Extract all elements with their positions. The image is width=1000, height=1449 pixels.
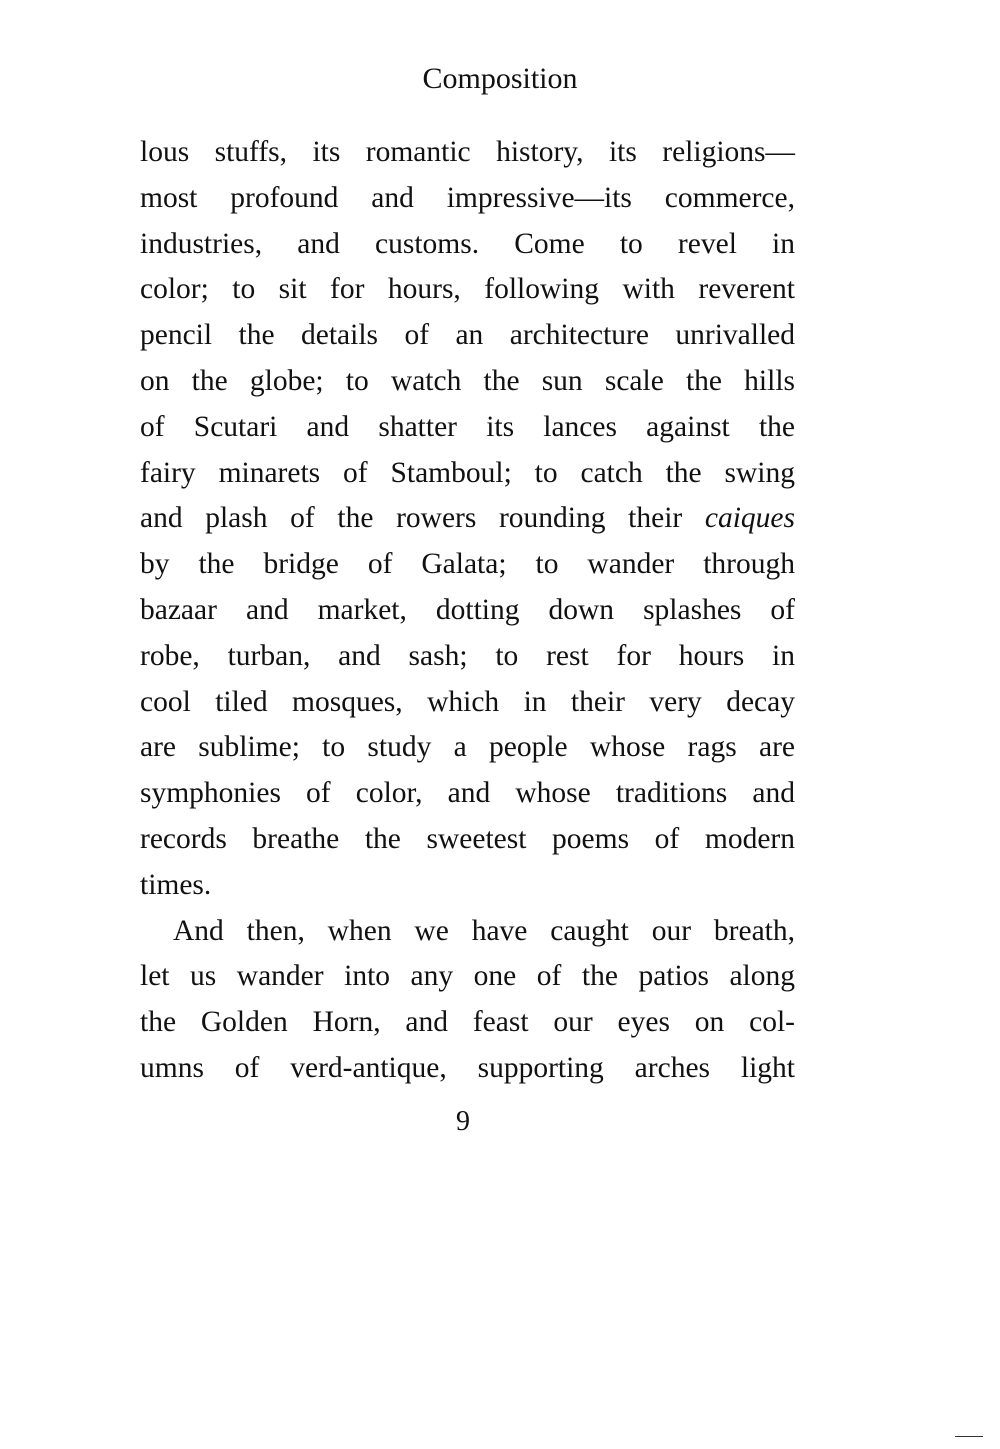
text-line: cool tiled mosques, which in their very decay bbox=[140, 685, 795, 718]
text-line-part: and plash of the rowers rounding their bbox=[140, 502, 683, 535]
text-line: the Golden Horn, and feast our eyes on col- bbox=[140, 1006, 795, 1039]
text-line: industries, and customs. Come to revel in bbox=[140, 227, 795, 260]
text-line: let us wander into any one of the patios along bbox=[140, 960, 795, 993]
text-line: fairy minarets of Stamboul; to catch the swing bbox=[140, 456, 795, 489]
text-line: lous stuffs, its romantic history, its religions— bbox=[140, 136, 795, 168]
text-line: records breathe the sweetest poems of modern bbox=[140, 822, 795, 855]
text-line bbox=[140, 496, 795, 542]
text-line: bazaar and market, dotting down splashes of bbox=[140, 593, 795, 626]
scan-artifact-line bbox=[955, 1436, 983, 1437]
text-line: are sublime; to study a people whose rags are bbox=[140, 731, 795, 764]
body-text bbox=[140, 130, 795, 1092]
text-line: symphonies of color, and whose traditions and bbox=[140, 777, 795, 810]
text-line: most profound and impressive—its commerce, bbox=[140, 181, 795, 214]
paragraph-2 bbox=[140, 909, 795, 1092]
text-line: And then, when we have caught our breath, bbox=[173, 914, 795, 947]
page-number: 9 bbox=[456, 1106, 470, 1137]
text-line: of Scutari and shatter its lances against the bbox=[140, 410, 795, 443]
text-line: pencil the details of an architecture unrivalled bbox=[140, 319, 795, 352]
text-line: color; to sit for hours, following with reverent bbox=[140, 273, 795, 306]
text-line: times. bbox=[140, 868, 212, 901]
text-line: by the bridge of Galata; to wander through bbox=[140, 548, 795, 581]
italic-word: caiques bbox=[704, 502, 795, 535]
running-head: Composition bbox=[422, 62, 578, 95]
text-line: on the globe; to watch the sun scale the hills bbox=[140, 364, 795, 397]
paragraph-1 bbox=[140, 130, 795, 909]
text-line: robe, turban, and sash; to rest for hours in bbox=[140, 639, 795, 672]
text-line: umns of verd-antique, supporting arches light bbox=[140, 1051, 795, 1084]
